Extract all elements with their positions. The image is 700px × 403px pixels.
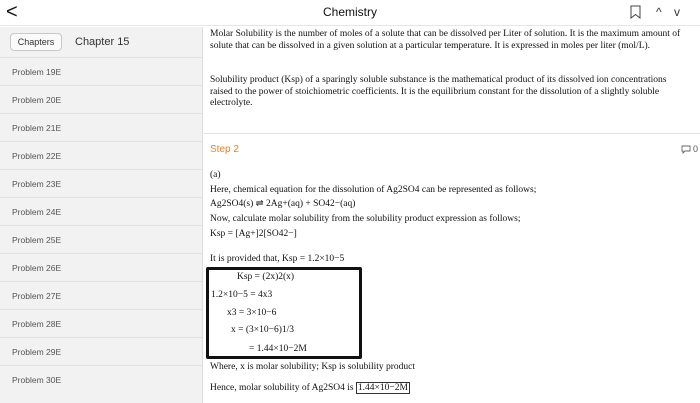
step-label: Step 2 — [210, 144, 239, 155]
step-header — [204, 133, 700, 161]
final-answer-value: 1.44×10−2M — [357, 383, 408, 393]
previous-button[interactable]: ^ — [656, 5, 662, 19]
sidebar-item-problem-23e[interactable]: Problem 23E — [0, 169, 202, 197]
page-title: Chemistry — [322, 5, 377, 19]
next-button[interactable]: v — [674, 5, 680, 19]
equation-step-1: Ksp = (2x)2(x) — [237, 272, 295, 282]
sidebar-item-problem-27e[interactable]: Problem 27E — [0, 281, 202, 309]
top-bar — [0, 0, 700, 26]
sidebar-item-problem-29e[interactable]: Problem 29E — [0, 337, 202, 365]
sidebar-item-problem-22e[interactable]: Problem 22E — [0, 141, 202, 169]
sidebar-item-problem-30e[interactable]: Problem 30E — [0, 365, 202, 393]
sidebar-item-problem-21e[interactable]: Problem 21E — [0, 113, 202, 141]
variable-definitions: Where, x is molar solubility; Ksp is solubility product — [210, 362, 416, 372]
calculation-intro: Now, calculate molar solubility from the solubility product expression as follows; — [210, 214, 521, 224]
sidebar-header — [0, 27, 202, 57]
equation-step-4: x = (3×10−6)1/3 — [231, 325, 295, 335]
sidebar-item-problem-26e[interactable]: Problem 26E — [0, 253, 202, 281]
sidebar-item-problem-28e[interactable]: Problem 28E — [0, 309, 202, 337]
part-label: (a) — [210, 170, 221, 180]
molar-solubility-definition: Molar Solubility is the number of moles of a solute that can be dissolved per Liter of solution. It is the maximum amount of solute that can be dissolved in a given solution at a particular temperature. It is expressed in moles per liter (mol/L). — [210, 29, 681, 51]
bookmark-icon[interactable] — [630, 5, 641, 19]
given-ksp: It is provided that, Ksp = 1.2×10−5 — [210, 254, 345, 264]
solubility-product-definition: Solubility product (Ksp) of a sparingly soluble substance is the mathematical product of its dissolved ion concentrations raised to the power of stoichiometric coefficients. It is the equilibrium constant for the dissolution of a slightly soluble electrolyte. — [210, 75, 667, 108]
solution-content — [204, 27, 700, 403]
equation-step-5: = 1.44×10−2M — [249, 344, 307, 354]
comment-icon[interactable] — [681, 145, 691, 154]
comment-count: 0 — [693, 144, 699, 154]
ksp-expression: Ksp = [Ag+]2[SO42−] — [210, 229, 297, 239]
highlighted-calculation-box — [206, 267, 362, 359]
dissolution-equation: Ag2SO4(s) ⇌ 2Ag+(aq) + SO42−(aq) — [210, 199, 356, 209]
chapters-button[interactable]: Chapters — [10, 33, 62, 51]
sidebar — [0, 27, 203, 403]
equation-step-2: 1.2×10−5 = 4x3 — [211, 290, 273, 300]
back-button[interactable]: < — [6, 1, 18, 23]
sidebar-item-problem-24e[interactable]: Problem 24E — [0, 197, 202, 225]
sidebar-item-problem-19e[interactable]: Problem 19E — [0, 57, 202, 85]
equation-step-3: x3 = 3×10−6 — [227, 308, 277, 318]
chapter-title: Chapter 15 — [75, 36, 130, 48]
final-answer-prefix: Hence, molar solubility of Ag2SO4 is — [210, 383, 354, 393]
dissolution-intro: Here, chemical equation for the dissolution of Ag2SO4 can be represented as follows; — [210, 185, 537, 195]
final-answer-line — [210, 383, 410, 395]
sidebar-item-problem-20e[interactable]: Problem 20E — [0, 85, 202, 113]
sidebar-item-problem-25e[interactable]: Problem 25E — [0, 225, 202, 253]
